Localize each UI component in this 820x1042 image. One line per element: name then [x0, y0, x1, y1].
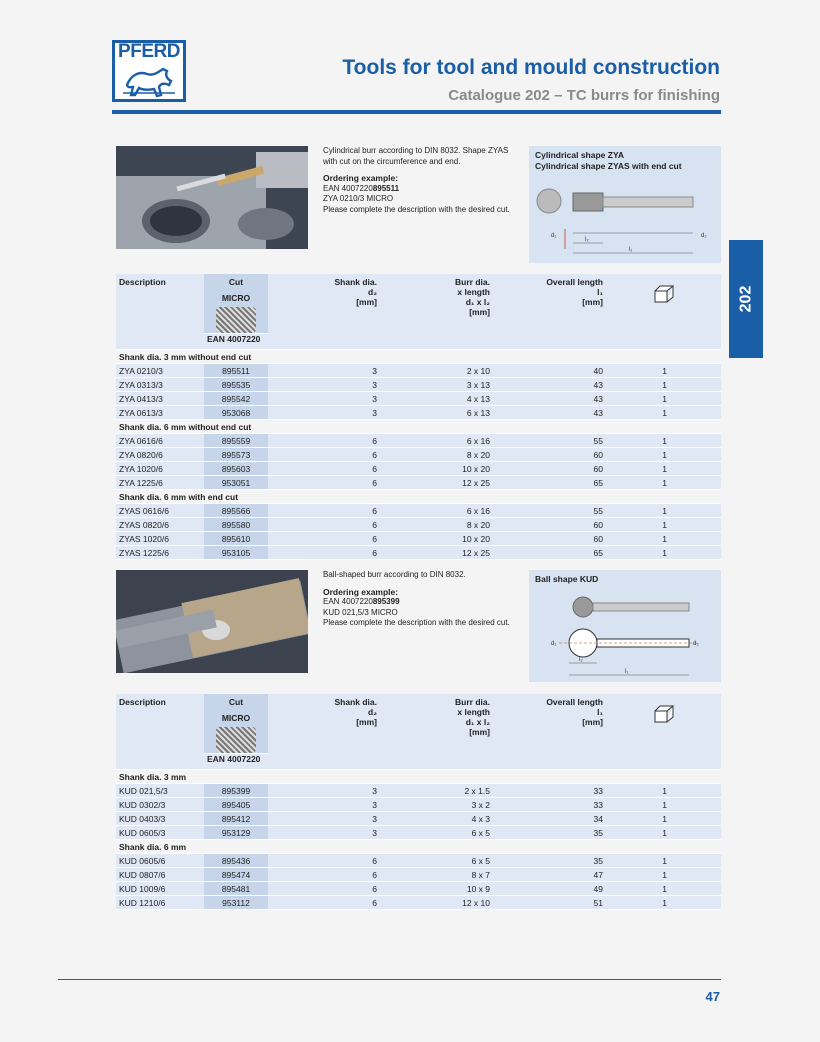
- table-row: [116, 406, 721, 420]
- cell-pack-qty: 1: [606, 518, 721, 532]
- section2-description: Ball-shaped burr according to DIN 8032.: [323, 570, 466, 579]
- table-row: [116, 476, 721, 490]
- cell-shank-dia: 6: [268, 434, 380, 448]
- cell-overall-length: 60: [493, 448, 606, 462]
- cell-pack-qty: 1: [606, 462, 721, 476]
- cell-description: ZYA 0820/6: [116, 448, 204, 462]
- cell-burr-size: 12 x 25: [380, 546, 493, 560]
- col-length: [493, 694, 606, 770]
- cell-ean: 895603: [204, 462, 268, 476]
- col-cut: [204, 274, 268, 334]
- section2-ean-bold: 895399: [372, 597, 400, 606]
- table-ball-burrs: [116, 694, 721, 910]
- table-row: [116, 546, 721, 560]
- cell-overall-length: 65: [493, 476, 606, 490]
- col-shank: [268, 274, 380, 350]
- cell-overall-length: 49: [493, 882, 606, 896]
- cylindrical-burr-photo: [116, 146, 308, 249]
- diagram-label-d2: d₂: [701, 233, 707, 239]
- col-micro-label: MICRO: [221, 293, 251, 303]
- cell-ean: 895535: [204, 378, 268, 392]
- cell-ean: 895559: [204, 434, 268, 448]
- col-shank-3: [mm]: [356, 717, 377, 727]
- section1-ean-bold: 895511: [372, 183, 400, 193]
- cell-description: KUD 1009/6: [116, 882, 204, 896]
- ball-burr-photo: [116, 570, 308, 673]
- table-row: [116, 392, 721, 406]
- cell-pack-qty: 1: [606, 784, 721, 798]
- cell-burr-size: 4 x 3: [380, 812, 493, 826]
- table-row: [116, 896, 721, 910]
- cell-burr-size: 10 x 20: [380, 462, 493, 476]
- cell-shank-dia: 6: [268, 868, 380, 882]
- cell-overall-length: 55: [493, 504, 606, 518]
- col-burr: [380, 694, 493, 770]
- cell-shank-dia: 6: [268, 546, 380, 560]
- section1-description-block: [323, 146, 518, 215]
- cell-shank-dia: 3: [268, 784, 380, 798]
- diagram-label-l2: l₂: [585, 237, 589, 243]
- cell-ean: 895412: [204, 812, 268, 826]
- section2-ordering-label: Ordering example:: [323, 586, 399, 597]
- cell-shank-dia: 3: [268, 826, 380, 840]
- cell-shank-dia: 6: [268, 504, 380, 518]
- cell-shank-dia: 3: [268, 812, 380, 826]
- section2-ean-line: [323, 597, 518, 608]
- section2-description-block: [323, 570, 518, 629]
- cell-ean: 895405: [204, 798, 268, 812]
- cell-shank-dia: 3: [268, 406, 380, 420]
- cell-overall-length: 40: [493, 364, 606, 378]
- table-group-row: [116, 490, 721, 504]
- table-cylindrical-burrs: [116, 274, 721, 560]
- cell-burr-size: 12 x 25: [380, 476, 493, 490]
- table-group-row: [116, 350, 721, 364]
- col-burr-4: [mm]: [469, 307, 490, 317]
- cell-overall-length: 43: [493, 378, 606, 392]
- table-row: [116, 868, 721, 882]
- table-row: [116, 518, 721, 532]
- cell-pack-qty: 1: [606, 434, 721, 448]
- cell-pack-qty: 1: [606, 504, 721, 518]
- catalogue-side-tab: [729, 240, 763, 358]
- section1-order-line: ZYA 0210/3 MICRO: [323, 194, 394, 203]
- cell-ean: 953129: [204, 826, 268, 840]
- cell-overall-length: 35: [493, 826, 606, 840]
- section1-shape-diagram: [529, 146, 721, 263]
- cell-burr-size: 8 x 7: [380, 868, 493, 882]
- col-burr-2: x length: [457, 707, 490, 717]
- cell-burr-size: 6 x 16: [380, 434, 493, 448]
- col-ean: EAN 4007220: [204, 334, 268, 350]
- cell-ean: 895511: [204, 364, 268, 378]
- cell-shank-dia: 3: [268, 798, 380, 812]
- cell-ean: 895580: [204, 518, 268, 532]
- section1-diagram-title-2: Cylindrical shape ZYAS with end cut: [535, 160, 682, 171]
- table-row: [116, 378, 721, 392]
- section1-note: Please complete the description with the desired cut.: [323, 204, 510, 214]
- col-cut: [204, 694, 268, 754]
- section2-diagram-title-1: Ball shape KUD: [535, 574, 599, 584]
- cell-overall-length: 60: [493, 462, 606, 476]
- cell-burr-size: 2 x 10: [380, 364, 493, 378]
- cell-ean: 953112: [204, 896, 268, 910]
- diagram2-label-l1: l₁: [625, 668, 629, 675]
- cell-description: KUD 0605/6: [116, 854, 204, 868]
- col-burr-4: [mm]: [469, 727, 490, 737]
- cell-pack-qty: 1: [606, 896, 721, 910]
- cell-ean: 895436: [204, 854, 268, 868]
- table-row: [116, 462, 721, 476]
- diagram2-label-l2: l₂: [579, 656, 583, 663]
- cell-description: KUD 0403/3: [116, 812, 204, 826]
- cell-overall-length: 43: [493, 406, 606, 420]
- cell-description: ZYA 0616/6: [116, 434, 204, 448]
- table-row: [116, 434, 721, 448]
- cell-shank-dia: 6: [268, 532, 380, 546]
- cell-shank-dia: 3: [268, 392, 380, 406]
- footer-rule: [58, 979, 721, 980]
- table-row: [116, 532, 721, 546]
- section1-diagram-title-1: Cylindrical shape ZYA: [535, 150, 624, 160]
- cell-pack-qty: 1: [606, 826, 721, 840]
- col-cut-label: Cut: [228, 277, 244, 287]
- cell-pack-qty: 1: [606, 364, 721, 378]
- cell-burr-size: 6 x 5: [380, 826, 493, 840]
- group-label: Shank dia. 3 mm without end cut: [116, 350, 721, 364]
- section2-order-line: KUD 021,5/3 MICRO: [323, 607, 398, 617]
- col-burr-1: Burr dia.: [455, 697, 490, 707]
- page-title: Tools for tool and mould construction: [342, 56, 720, 79]
- cell-description: KUD 1210/6: [116, 896, 204, 910]
- cell-pack-qty: 1: [606, 476, 721, 490]
- cell-overall-length: 65: [493, 546, 606, 560]
- cell-ean: 895573: [204, 448, 268, 462]
- cell-description: ZYA 1020/6: [116, 462, 204, 476]
- cell-pack-qty: 1: [606, 392, 721, 406]
- cell-shank-dia: 6: [268, 448, 380, 462]
- cell-pack-qty: 1: [606, 812, 721, 826]
- header-rule: [112, 110, 721, 114]
- cell-burr-size: 8 x 20: [380, 518, 493, 532]
- col-burr-3: d₁ x l₂: [465, 297, 490, 307]
- cell-shank-dia: 3: [268, 364, 380, 378]
- table-row: [116, 812, 721, 826]
- cell-shank-dia: 6: [268, 882, 380, 896]
- cell-burr-size: 2 x 1.5: [380, 784, 493, 798]
- cell-description: ZYAS 1225/6: [116, 546, 204, 560]
- col-len-3: [mm]: [582, 297, 603, 307]
- col-length: [493, 274, 606, 350]
- cell-overall-length: 60: [493, 518, 606, 532]
- cell-burr-size: 3 x 2: [380, 798, 493, 812]
- col-micro-label: MICRO: [221, 713, 251, 723]
- table-row: [116, 826, 721, 840]
- col-description: Description: [116, 274, 204, 350]
- diagram2-label-d1: d₁: [551, 640, 557, 647]
- cell-ean: 953105: [204, 546, 268, 560]
- cell-burr-size: 6 x 5: [380, 854, 493, 868]
- cell-pack-qty: 1: [606, 406, 721, 420]
- table-row: [116, 504, 721, 518]
- table-group-row: [116, 420, 721, 434]
- cell-overall-length: 34: [493, 812, 606, 826]
- cell-description: ZYAS 0616/6: [116, 504, 204, 518]
- cell-ean: 895610: [204, 532, 268, 546]
- section2-ean-prefix: EAN 4007220: [323, 597, 373, 606]
- cell-ean: 895481: [204, 882, 268, 896]
- cell-overall-length: 51: [493, 896, 606, 910]
- section1-ean-prefix: EAN 4007220: [323, 183, 373, 193]
- col-len-2: l₁: [597, 707, 603, 717]
- col-shank-2: d₂: [368, 287, 377, 297]
- cell-description: ZYA 1225/6: [116, 476, 204, 490]
- col-burr-3: d₁ x l₂: [465, 717, 490, 727]
- cell-description: KUD 021,5/3: [116, 784, 204, 798]
- cell-pack-qty: 1: [606, 378, 721, 392]
- col-burr: [380, 274, 493, 350]
- cell-burr-size: 10 x 20: [380, 532, 493, 546]
- diagram2-label-d2: d₂: [693, 640, 699, 647]
- col-len-1: Overall length: [546, 277, 603, 287]
- table-row: [116, 364, 721, 378]
- horse-logo-icon: [121, 65, 177, 99]
- cell-burr-size: 6 x 16: [380, 504, 493, 518]
- col-cut-label: Cut: [228, 697, 244, 707]
- package-box-icon: [653, 285, 675, 303]
- cell-shank-dia: 6: [268, 518, 380, 532]
- cell-burr-size: 3 x 13: [380, 378, 493, 392]
- table-row: [116, 882, 721, 896]
- micro-cut-icon: [216, 307, 256, 333]
- ball-burr-drawing: [529, 585, 721, 681]
- section1-ean-line: [323, 184, 518, 195]
- cell-overall-length: 33: [493, 784, 606, 798]
- group-label: Shank dia. 6 mm: [116, 840, 721, 854]
- cell-description: ZYA 0313/3: [116, 378, 204, 392]
- col-len-2: l₁: [597, 287, 603, 297]
- cell-shank-dia: 6: [268, 462, 380, 476]
- cell-pack-qty: 1: [606, 868, 721, 882]
- cell-overall-length: 60: [493, 532, 606, 546]
- cell-shank-dia: 6: [268, 854, 380, 868]
- group-label: Shank dia. 3 mm: [116, 770, 721, 784]
- col-pack: [606, 274, 721, 350]
- section2-shape-diagram: [529, 570, 721, 682]
- pferd-logo: [112, 40, 186, 102]
- table-header-row: [116, 694, 721, 754]
- cell-ean: 895399: [204, 784, 268, 798]
- col-shank-3: [mm]: [356, 297, 377, 307]
- cell-pack-qty: 1: [606, 882, 721, 896]
- cell-burr-size: 4 x 13: [380, 392, 493, 406]
- diagram-label-d1: d₁: [551, 233, 557, 239]
- cell-shank-dia: 6: [268, 476, 380, 490]
- col-pack: [606, 694, 721, 770]
- page-subtitle: Catalogue 202 – TC burrs for finishing: [448, 87, 720, 104]
- diagram-label-l1: l₁: [629, 247, 633, 253]
- side-tab-label: 202: [736, 285, 754, 313]
- cell-overall-length: 47: [493, 868, 606, 882]
- cell-burr-size: 10 x 9: [380, 882, 493, 896]
- table-header-row: [116, 274, 721, 334]
- cell-burr-size: 12 x 10: [380, 896, 493, 910]
- cell-burr-size: 6 x 13: [380, 406, 493, 420]
- package-box-icon: [653, 705, 675, 723]
- col-ean: EAN 4007220: [204, 754, 268, 770]
- cell-shank-dia: 6: [268, 896, 380, 910]
- cell-pack-qty: 1: [606, 532, 721, 546]
- cell-description: KUD 0302/3: [116, 798, 204, 812]
- table-row: [116, 798, 721, 812]
- table-group-row: [116, 770, 721, 784]
- cell-ean: 895542: [204, 392, 268, 406]
- micro-cut-icon: [216, 727, 256, 753]
- cell-description: ZYA 0613/3: [116, 406, 204, 420]
- cell-ean: 895566: [204, 504, 268, 518]
- brand-name: PFERD: [118, 41, 180, 62]
- cylindrical-burr-drawing: [529, 171, 721, 259]
- group-label: Shank dia. 6 mm with end cut: [116, 490, 721, 504]
- col-burr-1: Burr dia.: [455, 277, 490, 287]
- col-shank-1: Shank dia.: [334, 277, 377, 287]
- col-shank-2: d₂: [368, 707, 377, 717]
- cell-pack-qty: 1: [606, 546, 721, 560]
- col-len-1: Overall length: [546, 697, 603, 707]
- table-row: [116, 854, 721, 868]
- section2-note: Please complete the description with the desired cut.: [323, 618, 510, 627]
- table-row: [116, 784, 721, 798]
- cell-pack-qty: 1: [606, 798, 721, 812]
- section1-description: Cylindrical burr according to DIN 8032. Shape ZYAS with cut on the circumference and end.: [323, 146, 509, 166]
- cell-burr-size: 8 x 20: [380, 448, 493, 462]
- table-row: [116, 448, 721, 462]
- cell-ean: 953068: [204, 406, 268, 420]
- cell-overall-length: 35: [493, 854, 606, 868]
- cell-overall-length: 33: [493, 798, 606, 812]
- cell-ean: 895474: [204, 868, 268, 882]
- cell-overall-length: 55: [493, 434, 606, 448]
- col-shank-1: Shank dia.: [334, 697, 377, 707]
- cell-description: ZYAS 0820/6: [116, 518, 204, 532]
- cell-pack-qty: 1: [606, 448, 721, 462]
- cell-description: ZYAS 1020/6: [116, 532, 204, 546]
- cell-description: ZYA 0413/3: [116, 392, 204, 406]
- col-len-3: [mm]: [582, 717, 603, 727]
- section1-ordering-label: Ordering example:: [323, 173, 399, 183]
- cell-overall-length: 43: [493, 392, 606, 406]
- col-burr-2: x length: [457, 287, 490, 297]
- page-number: 47: [705, 989, 720, 1004]
- col-description: Description: [116, 694, 204, 770]
- table-group-row: [116, 840, 721, 854]
- cell-ean: 953051: [204, 476, 268, 490]
- col-shank: [268, 694, 380, 770]
- group-label: Shank dia. 6 mm without end cut: [116, 420, 721, 434]
- cell-shank-dia: 3: [268, 378, 380, 392]
- cell-description: KUD 0807/6: [116, 868, 204, 882]
- cell-description: ZYA 0210/3: [116, 364, 204, 378]
- cell-pack-qty: 1: [606, 854, 721, 868]
- cell-description: KUD 0605/3: [116, 826, 204, 840]
